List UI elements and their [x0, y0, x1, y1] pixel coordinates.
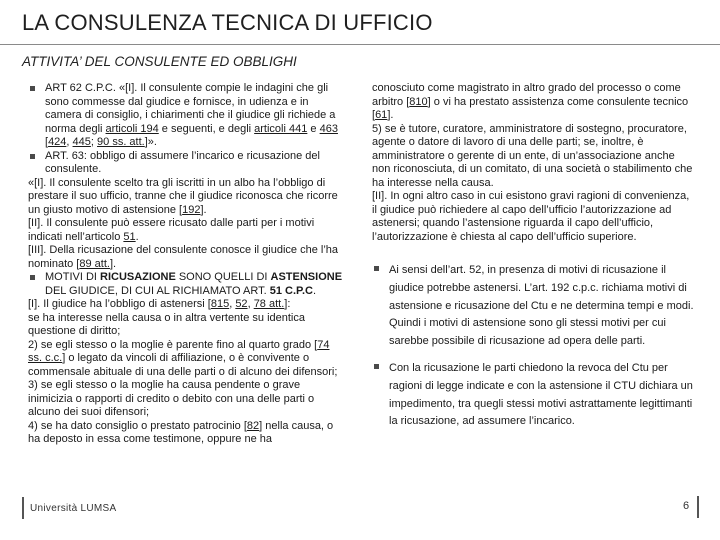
footer-left-bar — [22, 497, 24, 519]
link-art-82[interactable]: 82 — [246, 419, 260, 432]
paragraph-motivo-3: 3) se egli stesso o la moglie ha causa pendente o grave inimicizia o rapporti di credito o debito con una delle parti o alcuno dei suoi difensori; — [28, 379, 315, 418]
link-art-463[interactable]: 463 — [319, 122, 338, 135]
slide-title: LA CONSULENZA TECNICA DI UFFICIO — [22, 10, 433, 35]
square-bullet-icon — [30, 86, 35, 91]
paragraph-art-63-ii: [II]. Il consulente può essere ricusato dalle parti per i motivi indicati nell’articolo 51. — [28, 217, 315, 243]
paragraph-art-51-ii: [II]. In ogni altro caso in cui esistono gravi ragioni di convenienza, il giudice può richiedere al capo dell’ufficio l’autorizzazione ad astenersi; quando l’astensione riguarda il capo dell’ufficio, l’autorizzazione è chiesta al capo dell’ufficio superiore. — [372, 190, 690, 243]
link-articoli-194[interactable]: articoli 194 — [105, 122, 159, 135]
link-art-89-att[interactable]: 89 att. — [79, 257, 110, 270]
bullet-motivi-ricusazione: MOTIVI DI RICUSAZIONE SONO QUELLI DI ASTENSIONE DEL GIUDICE, DI CUI AL RICHIAMATO ART. 51 C.P.C. — [28, 271, 346, 298]
link-art-815[interactable]: 815 — [210, 298, 230, 310]
link-art-424[interactable]: 424 — [48, 136, 67, 148]
paragraph-motivo-5: 5) se è tutore, curatore, amministratore di sostegno, procuratore, agente o datore di lavoro di una delle parti; se, inoltre, è amministratore o gerente di un ente, di un’associazione anche non riconosciuta, di un comitato, di una società o stabilimento che ha interesse nella causa. — [372, 122, 693, 189]
square-bullet-icon — [374, 364, 379, 369]
bullet-art-52-astensione: Ai sensi dell’art. 52, in presenza di motivi di ricusazione il giudice potrebbe astenersi. L’art. 192 c.p.c. richiama motivi di astensione e ricusazione del Ctu e ne determina tempi e modi. Quindi i motivi di astensione sono gli stessi motivi per cui sarebbe possibile di ricusazione ad opera delle parti. — [372, 262, 694, 351]
link-art-61[interactable]: 61 — [375, 109, 388, 121]
bullet-art-63: ART. 63: obbligo di assumere l’incarico e ricusazione del consulente. — [28, 150, 346, 177]
square-bullet-icon — [374, 266, 379, 271]
link-art-74-cc[interactable]: 74 ss. c.c. — [28, 338, 330, 364]
left-column — [28, 82, 346, 447]
link-art-51[interactable]: 51 — [123, 230, 136, 243]
footer-right-bar — [697, 496, 699, 518]
link-art-78-att[interactable]: 78 att. — [253, 298, 285, 310]
link-art-52[interactable]: 52 — [235, 298, 248, 310]
link-articoli-441[interactable]: articoli 441 — [254, 122, 308, 135]
link-art-90-att[interactable]: 90 ss. att. — [97, 136, 145, 148]
page-number: 6 — [683, 500, 690, 512]
bullet-art-62: ART 62 C.P.C. «[I]. Il consulente compie le indagini che gli sono commesse dal giudice e fornisce, in udienza e in camera di consiglio, i chiarimenti che il giudice gli richiede a norma degli articoli 194 e seguenti, e degli articoli 441 e 463 [424, 445; 90 ss. att.]». — [28, 82, 346, 150]
right-column — [372, 82, 694, 431]
title-divider — [0, 44, 720, 45]
square-bullet-icon — [30, 275, 35, 280]
paragraph-art-63-iii: [III]. Della ricusazione del consulente conosce il giudice che l’ha nominato [89 att.]. — [28, 244, 339, 270]
footer-institution: Università LUMSA — [30, 503, 117, 514]
bullet-ricusazione-revoca: Con la ricusazione le parti chiedono la revoca del Ctu per ragioni di legge indicate e con la astensione il CTU dichiara un impedimento, tra quegli stessi motivi astrattamente legittimanti la ricusazione, ad assumere l’incarico. — [372, 360, 694, 431]
square-bullet-icon — [30, 154, 35, 159]
slide-subtitle: ATTIVITA’ DEL CONSULENTE ED OBBLIGHI — [22, 54, 297, 69]
link-art-445[interactable]: 445 — [72, 136, 91, 148]
paragraph-art-51-i: [I]. Il giudice ha l’obbligo di astenersi [815, 52, 78 att.]: — [28, 298, 291, 310]
paragraph-motivo-2: 2) se egli stesso o la moglie è parente fino al quarto grado [74 ss. c.c.] o legato da vincoli di affiliazione, o è convivente o commensale abituale di una delle parti o di alcuno dei difensori; — [28, 338, 338, 378]
paragraph-motivo-1: se ha interesse nella causa o in altra vertente su identica questione di diritto; — [28, 311, 305, 337]
paragraph-art-63-i: «[I]. Il consulente scelto tra gli iscritti in un albo ha l’obbligo di prestare il suo ufficio, tranne che il giudice riconosca che ricorre un giusto motivo di astensione [192]. — [28, 176, 338, 216]
link-art-810[interactable]: 810 — [409, 95, 428, 108]
link-art-192[interactable]: 192 — [182, 203, 201, 216]
paragraph-motivo-4: 4) se ha dato consiglio o prestato patrocinio [82] nella causa, o ha deposto in essa come testimone, oppure ne ha — [28, 419, 334, 445]
paragraph-motivo-4-cont: conosciuto come magistrato in altro grado del processo o come arbitro [810] o vi ha prestato assistenza come consulente tecnico [61]. — [372, 82, 689, 121]
